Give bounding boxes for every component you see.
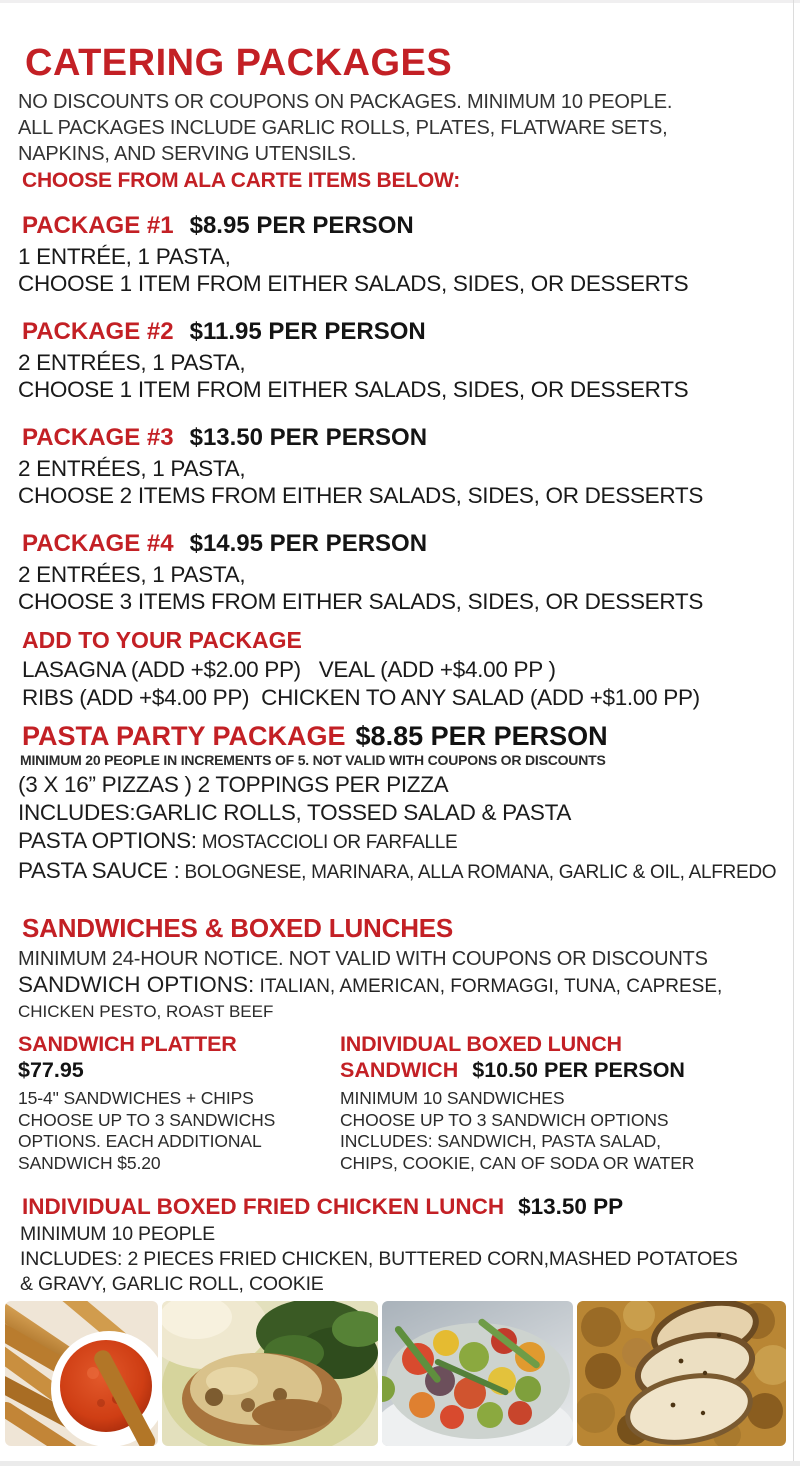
- pasta-sauce-line: [18, 857, 800, 887]
- two-column-section: [18, 1032, 800, 1174]
- sandwich-options-line2: CHICKEN PESTO, ROAST BEEF: [18, 1002, 274, 1021]
- sandwiches-heading: SANDWICHES & BOXED LUNCHES: [22, 913, 454, 943]
- intro-line: ALL PACKAGES INCLUDE GARLIC ROLLS, PLATES, FLATWARE SETS,: [18, 117, 668, 139]
- package-1: [18, 212, 800, 297]
- ala-carte-note: CHOOSE FROM ALA CARTE ITEMS BELOW:: [22, 169, 461, 192]
- intro-line: NO DISCOUNTS OR COUPONS ON PACKAGES. MINIMUM 10 PEOPLE.: [18, 91, 673, 113]
- sandwich-platter-price: $77.95: [18, 1058, 84, 1082]
- intro-paragraph: [18, 89, 800, 167]
- package-4: [18, 530, 800, 615]
- sandwich-platter-line: 15-4" SANDWICHES + CHIPS: [18, 1088, 254, 1108]
- photo-fried-mozzarella-sticks-with-marinara: [5, 1301, 158, 1446]
- package-2-details: [18, 349, 800, 403]
- package-2-line: 2 ENTRÉES, 1 PASTA,: [18, 350, 246, 375]
- sandwich-platter-line: OPTIONS. EACH ADDITIONAL: [18, 1131, 262, 1151]
- fried-chicken-details: [20, 1222, 800, 1297]
- boxed-lunch-details: [340, 1088, 800, 1174]
- chicken-entree-illustration: [162, 1301, 378, 1446]
- sandwich-options-line: [18, 972, 800, 1000]
- package-2-line: CHOOSE 1 ITEM FROM EITHER SALADS, SIDES, OR DESSERTS: [18, 377, 689, 402]
- package-3-heading: [22, 424, 800, 452]
- fried-chicken-heading: [22, 1194, 800, 1220]
- boxed-lunch-price: $10.50 PER PERSON: [472, 1058, 685, 1082]
- pasta-sauce-value: BOLOGNESE, MARINARA, ALLA ROMANA, GARLIC & OIL, ALFREDO: [179, 862, 777, 883]
- package-3-line: 2 ENTRÉES, 1 PASTA,: [18, 456, 246, 481]
- roast-potatoes-illustration: [577, 1301, 786, 1446]
- fried-chicken-price: $13.50 PP: [518, 1194, 624, 1219]
- fried-chicken-line: INCLUDES: 2 PIECES FRIED CHICKEN, BUTTERED CORN,MASHED POTATOES: [20, 1248, 738, 1270]
- package-1-price: $8.95 PER PERSON: [189, 212, 414, 239]
- fried-sticks-illustration: [5, 1301, 158, 1446]
- package-4-line: CHOOSE 3 ITEMS FROM EITHER SALADS, SIDES, OR DESSERTS: [18, 589, 704, 614]
- boxed-lunch-line: CHOOSE UP TO 3 SANDWICH OPTIONS: [340, 1109, 669, 1130]
- pasta-includes-line: INCLUDES:GARLIC ROLLS, TOSSED SALAD & PASTA: [18, 800, 572, 825]
- package-3-price: $13.50 PER PERSON: [189, 424, 428, 451]
- fried-chicken-line: & GRAVY, GARLIC ROLL, COOKIE: [20, 1273, 324, 1295]
- intro-line: NAPKINS, AND SERVING UTENSILS.: [18, 143, 357, 165]
- photo-chicken-entree-with-mashed-potatoes-and-spinach: [162, 1301, 378, 1446]
- package-3-details: [18, 455, 800, 509]
- top-border-strip: [0, 0, 800, 3]
- pasta-party-details: [18, 771, 800, 887]
- sandwich-platter-details: [18, 1088, 340, 1174]
- addons-line: RIBS (ADD +$4.00 PP) CHICKEN TO ANY SALAD (ADD +$1.00 PP): [22, 684, 700, 710]
- addons-line: LASAGNA (ADD +$2.00 PP) VEAL (ADD +$4.00 PP ): [22, 657, 556, 682]
- package-1-name: PACKAGE #1: [22, 212, 174, 239]
- pasta-party-section: [18, 721, 800, 887]
- package-4-details: [18, 561, 800, 615]
- package-4-heading: [22, 530, 800, 558]
- menu-content: [0, 44, 800, 1446]
- pasta-party-title: PASTA PARTY PACKAGE: [22, 721, 346, 751]
- sandwich-platter-heading: SANDWICH PLATTER: [18, 1032, 237, 1056]
- fried-chicken-line: MINIMUM 10 PEOPLE: [20, 1223, 215, 1245]
- sandwich-platter-column: [18, 1032, 340, 1174]
- photo-sliced-roast-with-potatoes: [577, 1301, 786, 1446]
- fried-chicken-section: [18, 1194, 800, 1297]
- pasta-party-price: $8.85 PER PERSON: [355, 721, 608, 751]
- boxed-lunch-heading-line1: INDIVIDUAL BOXED LUNCH: [340, 1032, 622, 1056]
- package-4-line: 2 ENTRÉES, 1 PASTA,: [18, 562, 246, 587]
- page-title: CATERING PACKAGES: [25, 42, 453, 84]
- package-2-name: PACKAGE #2: [22, 318, 174, 345]
- veggie-bowl-illustration: [382, 1301, 573, 1446]
- package-1-details: [18, 243, 800, 297]
- sandwich-platter-line: SANDWICH $5.20: [18, 1152, 161, 1173]
- pasta-pizzas-line: (3 X 16” PIZZAS ) 2 TOPPINGS PER PIZZA: [18, 772, 449, 797]
- package-2-heading: [22, 318, 800, 346]
- package-2: [18, 318, 800, 403]
- boxed-lunch-column: [340, 1032, 800, 1174]
- package-2-price: $11.95 PER PERSON: [189, 318, 426, 345]
- package-1-heading: [22, 212, 800, 240]
- package-1-line: CHOOSE 1 ITEM FROM EITHER SALADS, SIDES, OR DESSERTS: [18, 271, 689, 296]
- package-3-line: CHOOSE 2 ITEMS FROM EITHER SALADS, SIDES, OR DESSERTS: [18, 483, 704, 508]
- food-photo-strip: [5, 1301, 800, 1446]
- fried-chicken-title: INDIVIDUAL BOXED FRIED CHICKEN LUNCH: [22, 1194, 505, 1219]
- addons-section: [18, 627, 800, 711]
- right-border-line: [793, 0, 794, 1466]
- package-4-price: $14.95 PER PERSON: [189, 530, 428, 557]
- package-4-name: PACKAGE #4: [22, 530, 174, 557]
- sandwich-options-value: ITALIAN, AMERICAN, FORMAGGI, TUNA, CAPRESE,: [254, 976, 723, 997]
- boxed-lunch-heading-line2: [340, 1057, 800, 1083]
- package-1-line: 1 ENTRÉE, 1 PASTA,: [18, 244, 231, 269]
- pasta-sauce-label: PASTA SAUCE :: [18, 858, 180, 883]
- pasta-options-value: MOSTACCIOLI OR FARFALLE: [196, 832, 458, 853]
- pasta-options-label: PASTA OPTIONS:: [18, 828, 197, 853]
- sandwich-platter-line: CHOOSE UP TO 3 SANDWICHS: [18, 1109, 276, 1130]
- sandwiches-notice: MINIMUM 24-HOUR NOTICE. NOT VALID WITH COUPONS OR DISCOUNTS: [18, 948, 708, 970]
- package-3-name: PACKAGE #3: [22, 424, 174, 451]
- addons-lines: [22, 656, 800, 711]
- bottom-border-strip: [0, 1461, 800, 1466]
- pasta-party-heading: [22, 721, 800, 751]
- boxed-lunch-line: MINIMUM 10 SANDWICHES: [340, 1088, 565, 1108]
- sandwiches-section: [18, 913, 800, 1024]
- boxed-lunch-line: CHIPS, COOKIE, CAN OF SODA OR WATER: [340, 1152, 695, 1173]
- boxed-lunch-line: INCLUDES: SANDWICH, PASTA SALAD,: [340, 1131, 661, 1151]
- photo-roasted-vegetable-bowl: [382, 1301, 573, 1446]
- pasta-party-fine-print: MINIMUM 20 PEOPLE IN INCREMENTS OF 5. NOT VALID WITH COUPONS OR DISCOUNTS: [20, 752, 606, 768]
- package-3: [18, 424, 800, 509]
- boxed-lunch-sandwich-label: SANDWICH: [340, 1058, 459, 1082]
- pasta-options-line: [18, 827, 800, 857]
- sandwich-options-label: SANDWICH OPTIONS:: [18, 972, 255, 997]
- addons-heading: ADD TO YOUR PACKAGE: [22, 627, 302, 653]
